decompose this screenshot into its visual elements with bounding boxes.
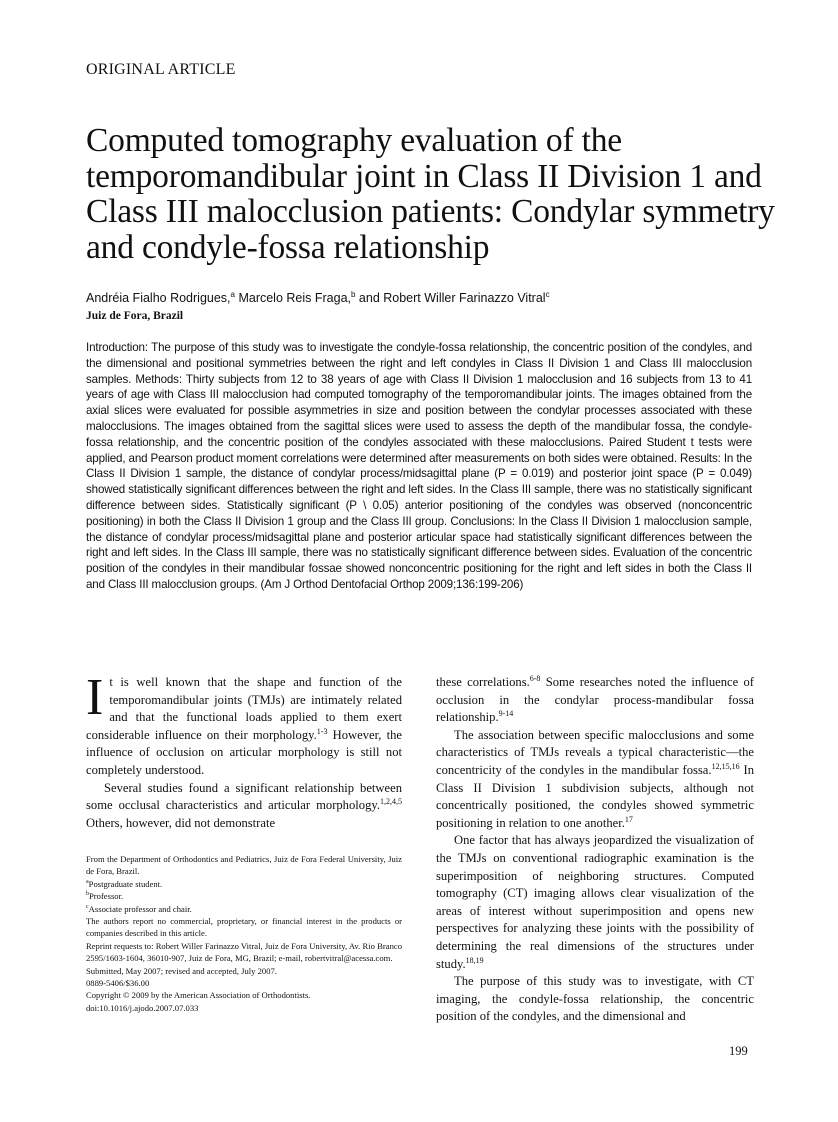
left-column	[86, 669, 402, 832]
citation: 12,15,16	[711, 761, 740, 771]
author-name: and Robert Willer Farinazzo Vitral	[355, 291, 546, 306]
citation: 9-14	[498, 709, 514, 718]
paragraph	[436, 674, 754, 727]
author-name: Marcelo Reis Fraga,	[234, 291, 351, 306]
body-text-left	[86, 669, 402, 832]
text-run: Several studies found a significant relationship between some occlusal characteristics and articular morphology.	[86, 780, 402, 813]
text-run: Some researches noted the influence of occlusion in the condylar process-mandibular fossa relationship.	[436, 675, 754, 725]
text-run: The association between specific malocclusions and some characteristics of TMJs reveals a typical characteristic—the concentricity of the condyles in the mandibular fossa.	[436, 727, 754, 777]
footnotes	[86, 853, 402, 1014]
paragraph	[436, 973, 754, 1026]
author-marker: a	[230, 290, 235, 299]
page-number: 199	[729, 1044, 748, 1058]
author-list	[86, 290, 550, 305]
footnote-marker: a	[86, 878, 89, 885]
footnote-submitted: Submitted, May 2007; revised and accepted, July 2007.	[86, 965, 277, 976]
citation: 17	[624, 814, 633, 824]
footnote-a	[86, 878, 402, 890]
citation: 18,19	[465, 955, 484, 965]
footnote-copyright: Copyright © 2009 by the American Association of Orthodontists.	[86, 990, 311, 1001]
footnote-marker: b	[86, 891, 89, 898]
footnote-marker: c	[86, 903, 89, 910]
text-run: t is well known that the shape and function of the temporomandibular joints (TMJs) are intimately related and that the functional loads applied to them exert considerable influence on their morphology.	[86, 675, 402, 742]
paragraph	[436, 832, 754, 973]
author-name: Andréia Fialho Rodrigues,	[86, 291, 231, 306]
footnote-conflict: The authors report no commercial, proprietary, or financial interest in the products or companies described in this article.	[86, 916, 402, 939]
footnote-reprint: Reprint requests to: Robert Willer Farinazzo Vitral, Juiz de Fora University, Av. Rio Branco 2595/1603-1604, 36010-907, Juiz de Fora, MG, Brazil; e-mail, robertvitral@acessa.com.	[86, 940, 402, 964]
footnote-text: Professor.	[89, 891, 124, 902]
footnote-from: From the Department of Orthodontics and Pediatrics, Juiz de Fora Federal University, Juiz de Fora, Brazil.	[86, 854, 402, 877]
citation: 1-3	[316, 726, 328, 736]
text-run: In Class II Division 1 subdivision subjects, although not concentrically positioned, the condyles showed symmetric positioning in relation to one another.	[436, 762, 754, 830]
body-text-right	[436, 674, 754, 1026]
drop-cap: I	[86, 669, 104, 726]
text-run: The purpose of this study was to investigate, with CT imaging, the condyle-fossa relationship, the concentric position of the condyles, and the dimensional and	[436, 974, 754, 1024]
paragraph	[86, 780, 402, 833]
footnote-c	[86, 903, 402, 915]
footnote-b	[86, 890, 402, 902]
footnote-issn: 0889-5406/$36.00	[86, 978, 150, 989]
footnote-text: Associate professor and chair.	[88, 903, 192, 914]
citation: 6-8	[529, 673, 541, 683]
abstract: Introduction: The purpose of this study was to investigate the condyle-fossa relationship, the concentric position of the condyles, and the dimensional and positional symmetries between the right and left condyles in Class II Division 1 and Class III malocclusion samples. Methods: Thirty subjects from 12 to 38 years of age with Class II Division 1 malocclusion and 16 subjects from 13 to 41 years of age with Class III malocclusion had computed tomography of the temporomandibular joints. The images obtained from the axial slices were evaluated for possible asymmetries in size and position between the condylar processes associated with these malocclusions. The images obtained from the sagittal slices were used to assess the depth of the mandibular fossa, the condyle-fossa relationship, and the concentric position of the condyles associated with these malocclusions. Paired Student t tests were applied, and Pearson product moment correlations were determined after measurements on both sides were obtained. Results: In the Class II Division 1 sample, the distance of condylar process/midsagittal plane (P = 0.019) and posterior joint space (P = 0.049) showed statistically significant differences between the right and left sides. In the Class III sample, there was no statistically significant difference between sides. Statistically significant (P \ 0.05) anterior positioning of the condyles was observed (nonconcentric positioning) in both the Class II Division 1 group and the Class III group. Conclusions: In the Class II Division 1 malocclusion sample, the distance of condylar process/midsagittal plane and posterior articular space had statistically significant differences between the right and left sides. In the Class III sample, there was no statistically significant difference between sides. Evaluation of the concentric position of the condyles in their mandibular fossae showed nonconcentric positioning for the right and left sides in both the Class II and Class III malocclusion groups. (Am J Orthod Dentofacial Orthop 2009;136:199-206)	[86, 341, 752, 591]
text-run: Others, however, did not demonstrate	[86, 815, 276, 830]
paragraph	[86, 669, 402, 780]
text-run: One factor that has always jeopardized the visualization of the TMJs on conventional radiographic examination is the superimposition of neighboring structures. Computed tomography (CT) imaging allows clear visualization of the areas of interest without superimposition and opens new perspectives for analyzing these joints with the possibility of determining the real dimensions of the structures under study.	[436, 833, 754, 971]
article-title: Computed tomography evaluation of the temporomandibular joint in Class II Division 1 and Class III malocclusion patients: Condylar symmetry and condyle-fossa relationship	[86, 122, 775, 266]
citation: 1,2,4,5	[380, 796, 402, 806]
author-marker: b	[351, 290, 356, 299]
text-run: these correlations.	[436, 675, 530, 689]
text-run: However, the influence of occlusion on articular morphology is still not completely understood.	[86, 727, 402, 777]
footnote-doi: doi:10.1016/j.ajodo.2007.07.033	[86, 1002, 199, 1013]
paragraph	[436, 727, 754, 833]
author-affiliation: Juiz de Fora, Brazil	[86, 310, 184, 322]
footnote-text: Postgraduate student.	[88, 878, 163, 889]
section-label: ORIGINAL ARTICLE	[86, 61, 236, 78]
author-marker: c	[545, 290, 550, 299]
right-column	[436, 674, 754, 1026]
